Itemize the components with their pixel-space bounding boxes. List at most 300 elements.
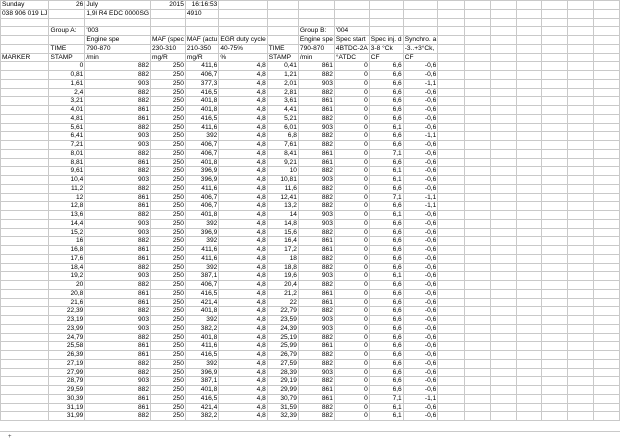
- data-cell[interactable]: -1,1: [403, 394, 438, 403]
- cell[interactable]: [568, 324, 594, 333]
- cell[interactable]: [438, 176, 465, 185]
- cell[interactable]: [464, 149, 490, 158]
- cell[interactable]: [1, 123, 49, 132]
- data-cell[interactable]: 0,81: [49, 71, 85, 80]
- data-cell[interactable]: 0: [334, 386, 369, 395]
- cell[interactable]: [594, 71, 620, 80]
- cell[interactable]: [438, 184, 465, 193]
- cell[interactable]: [1, 106, 49, 115]
- cell[interactable]: [568, 403, 594, 412]
- cell[interactable]: [568, 167, 594, 176]
- cell[interactable]: [568, 219, 594, 228]
- column-header[interactable]: 230-310: [151, 44, 186, 53]
- cell[interactable]: [490, 9, 516, 18]
- data-cell[interactable]: 0: [334, 263, 369, 272]
- data-cell[interactable]: 882: [298, 281, 334, 290]
- cell[interactable]: [516, 307, 542, 316]
- data-cell[interactable]: 6,1: [369, 412, 403, 421]
- data-cell[interactable]: 18,8: [267, 263, 298, 272]
- data-cell[interactable]: 20,4: [267, 281, 298, 290]
- cell[interactable]: [542, 176, 568, 185]
- data-cell[interactable]: 250: [151, 333, 186, 342]
- cell[interactable]: [464, 237, 490, 246]
- data-cell[interactable]: 861: [85, 289, 151, 298]
- data-cell[interactable]: 4,8: [219, 307, 267, 316]
- data-cell[interactable]: 250: [151, 316, 186, 325]
- data-cell[interactable]: 882: [85, 88, 151, 97]
- cell[interactable]: [1, 176, 49, 185]
- data-cell[interactable]: 903: [298, 324, 334, 333]
- data-cell[interactable]: 0: [334, 167, 369, 176]
- data-cell[interactable]: -0,6: [403, 71, 438, 80]
- data-cell[interactable]: 6,1: [369, 176, 403, 185]
- data-cell[interactable]: 10: [267, 167, 298, 176]
- data-cell[interactable]: 21,6: [49, 298, 85, 307]
- data-cell[interactable]: -0,6: [403, 97, 438, 106]
- cell[interactable]: [542, 141, 568, 150]
- cell[interactable]: [490, 237, 516, 246]
- data-cell[interactable]: 903: [298, 368, 334, 377]
- cell[interactable]: [464, 53, 490, 62]
- cell[interactable]: [542, 36, 568, 45]
- cell[interactable]: [438, 193, 465, 202]
- data-cell[interactable]: 4,8: [219, 228, 267, 237]
- data-cell[interactable]: 31,19: [49, 403, 85, 412]
- data-cell[interactable]: 4,8: [219, 272, 267, 281]
- data-cell[interactable]: 861: [85, 193, 151, 202]
- data-cell[interactable]: 250: [151, 368, 186, 377]
- data-cell[interactable]: 401,8: [185, 307, 218, 316]
- data-cell[interactable]: -0,6: [403, 307, 438, 316]
- cell[interactable]: [438, 44, 465, 53]
- data-cell[interactable]: 882: [298, 114, 334, 123]
- cell[interactable]: [516, 237, 542, 246]
- data-cell[interactable]: 882: [85, 368, 151, 377]
- cell[interactable]: [490, 132, 516, 141]
- data-cell[interactable]: 903: [85, 272, 151, 281]
- data-cell[interactable]: 882: [85, 167, 151, 176]
- cell[interactable]: [438, 412, 465, 421]
- data-cell[interactable]: 882: [85, 71, 151, 80]
- cell[interactable]: [542, 351, 568, 360]
- data-cell[interactable]: -1,1: [403, 132, 438, 141]
- cell[interactable]: [438, 307, 465, 316]
- cell[interactable]: [516, 281, 542, 290]
- column-header[interactable]: mg/R: [185, 53, 218, 62]
- cell[interactable]: [464, 44, 490, 53]
- data-cell[interactable]: 0: [334, 158, 369, 167]
- cell[interactable]: [594, 342, 620, 351]
- cell[interactable]: [490, 316, 516, 325]
- data-cell[interactable]: 250: [151, 351, 186, 360]
- cell[interactable]: [542, 377, 568, 386]
- cell[interactable]: [1, 18, 49, 27]
- cell[interactable]: [490, 394, 516, 403]
- cell[interactable]: [464, 167, 490, 176]
- data-cell[interactable]: -0,6: [403, 403, 438, 412]
- cell[interactable]: [438, 106, 465, 115]
- cell[interactable]: [542, 71, 568, 80]
- data-cell[interactable]: -0,6: [403, 62, 438, 71]
- cell[interactable]: [1, 114, 49, 123]
- data-cell[interactable]: 882: [85, 307, 151, 316]
- cell[interactable]: [438, 246, 465, 255]
- data-cell[interactable]: 0: [334, 333, 369, 342]
- data-cell[interactable]: 0: [334, 211, 369, 220]
- data-cell[interactable]: 250: [151, 307, 186, 316]
- data-cell[interactable]: -0,6: [403, 158, 438, 167]
- cell[interactable]: [490, 298, 516, 307]
- cell[interactable]: [490, 88, 516, 97]
- data-cell[interactable]: 6,6: [369, 359, 403, 368]
- cell[interactable]: [403, 27, 438, 36]
- cell[interactable]: [542, 123, 568, 132]
- cell[interactable]: [568, 53, 594, 62]
- group-b-label[interactable]: Group B:: [298, 27, 334, 36]
- data-cell[interactable]: 4,8: [219, 316, 267, 325]
- data-cell[interactable]: 2,4: [49, 88, 85, 97]
- cell[interactable]: [438, 79, 465, 88]
- cell[interactable]: [516, 141, 542, 150]
- cell[interactable]: [1, 333, 49, 342]
- cell[interactable]: [1, 79, 49, 88]
- cell[interactable]: [490, 377, 516, 386]
- cell[interactable]: [568, 263, 594, 272]
- data-cell[interactable]: 22,79: [267, 307, 298, 316]
- data-cell[interactable]: 6,1: [369, 167, 403, 176]
- data-cell[interactable]: 392: [185, 263, 218, 272]
- cell[interactable]: [490, 71, 516, 80]
- cell[interactable]: [490, 289, 516, 298]
- data-cell[interactable]: -0,6: [403, 386, 438, 395]
- data-cell[interactable]: 250: [151, 149, 186, 158]
- cell[interactable]: [594, 97, 620, 106]
- cell[interactable]: [516, 53, 542, 62]
- cell[interactable]: [438, 97, 465, 106]
- cell[interactable]: [594, 1, 620, 10]
- data-cell[interactable]: 4,8: [219, 386, 267, 395]
- cell[interactable]: [568, 36, 594, 45]
- cell[interactable]: [151, 27, 186, 36]
- column-header[interactable]: STAMP: [49, 53, 85, 62]
- cell[interactable]: [594, 351, 620, 360]
- data-cell[interactable]: 9,21: [267, 158, 298, 167]
- data-cell[interactable]: 4,8: [219, 324, 267, 333]
- cell[interactable]: [403, 18, 438, 27]
- data-cell[interactable]: 0: [334, 62, 369, 71]
- cell[interactable]: [464, 298, 490, 307]
- data-cell[interactable]: 0: [334, 79, 369, 88]
- cell[interactable]: [1, 237, 49, 246]
- data-cell[interactable]: 250: [151, 254, 186, 263]
- data-cell[interactable]: 250: [151, 71, 186, 80]
- data-cell[interactable]: 250: [151, 193, 186, 202]
- cell[interactable]: [542, 106, 568, 115]
- cell[interactable]: [490, 114, 516, 123]
- cell[interactable]: [490, 324, 516, 333]
- cell[interactable]: [490, 184, 516, 193]
- data-cell[interactable]: 903: [298, 176, 334, 185]
- data-cell[interactable]: 0: [334, 377, 369, 386]
- data-cell[interactable]: 250: [151, 62, 186, 71]
- cell[interactable]: [1, 62, 49, 71]
- cell[interactable]: [542, 324, 568, 333]
- cell[interactable]: [542, 333, 568, 342]
- data-cell[interactable]: 0: [334, 219, 369, 228]
- data-cell[interactable]: 382,2: [185, 412, 218, 421]
- cell[interactable]: [1, 97, 49, 106]
- data-cell[interactable]: 14,8: [267, 219, 298, 228]
- cell[interactable]: [490, 333, 516, 342]
- data-cell[interactable]: -0,6: [403, 123, 438, 132]
- cell[interactable]: [298, 1, 334, 10]
- cell[interactable]: [568, 394, 594, 403]
- column-header[interactable]: /min: [85, 53, 151, 62]
- cell[interactable]: [1, 351, 49, 360]
- cell[interactable]: [464, 88, 490, 97]
- cell[interactable]: [219, 9, 267, 18]
- cell[interactable]: [464, 342, 490, 351]
- cell[interactable]: [464, 324, 490, 333]
- data-cell[interactable]: 0: [334, 202, 369, 211]
- column-header[interactable]: MAF (spec: [152, 36, 184, 44]
- cell[interactable]: [594, 79, 620, 88]
- data-cell[interactable]: 861: [298, 97, 334, 106]
- column-header[interactable]: STAMP: [267, 53, 298, 62]
- data-cell[interactable]: 416,5: [185, 114, 218, 123]
- cell[interactable]: [568, 149, 594, 158]
- cell[interactable]: [568, 412, 594, 421]
- data-cell[interactable]: 6,6: [369, 88, 403, 97]
- data-cell[interactable]: 882: [298, 184, 334, 193]
- cell[interactable]: [438, 211, 465, 220]
- cell[interactable]: [219, 18, 267, 27]
- cell[interactable]: [568, 141, 594, 150]
- data-cell[interactable]: 416,5: [185, 351, 218, 360]
- cell[interactable]: [438, 368, 465, 377]
- cell[interactable]: [464, 228, 490, 237]
- data-cell[interactable]: 6,6: [369, 62, 403, 71]
- cell[interactable]: [490, 167, 516, 176]
- cell[interactable]: [438, 263, 465, 272]
- data-cell[interactable]: 882: [298, 88, 334, 97]
- data-cell[interactable]: 387,1: [185, 377, 218, 386]
- cell[interactable]: [438, 62, 465, 71]
- cell[interactable]: [542, 132, 568, 141]
- cell[interactable]: [542, 246, 568, 255]
- cell[interactable]: [542, 184, 568, 193]
- cell[interactable]: [438, 403, 465, 412]
- data-cell[interactable]: 882: [298, 228, 334, 237]
- cell[interactable]: [516, 394, 542, 403]
- data-cell[interactable]: 903: [85, 316, 151, 325]
- data-cell[interactable]: 25,99: [267, 342, 298, 351]
- cell[interactable]: [438, 141, 465, 150]
- cell[interactable]: [594, 27, 620, 36]
- cell[interactable]: [438, 219, 465, 228]
- data-cell[interactable]: 4,8: [219, 79, 267, 88]
- data-cell[interactable]: 250: [151, 246, 186, 255]
- data-cell[interactable]: 7,1: [369, 149, 403, 158]
- marker-label[interactable]: MARKER: [1, 53, 49, 62]
- cell[interactable]: [438, 167, 465, 176]
- cell[interactable]: [267, 27, 298, 36]
- data-cell[interactable]: 0: [334, 114, 369, 123]
- cell[interactable]: [490, 193, 516, 202]
- data-cell[interactable]: -0,6: [403, 298, 438, 307]
- cell[interactable]: [490, 53, 516, 62]
- data-cell[interactable]: 882: [85, 359, 151, 368]
- data-cell[interactable]: 6,6: [369, 71, 403, 80]
- data-cell[interactable]: 416,5: [185, 289, 218, 298]
- cell[interactable]: [464, 359, 490, 368]
- cell[interactable]: [1, 272, 49, 281]
- cell[interactable]: [594, 359, 620, 368]
- data-cell[interactable]: 4,81: [49, 114, 85, 123]
- cell[interactable]: [568, 193, 594, 202]
- data-cell[interactable]: 4,8: [219, 158, 267, 167]
- cell[interactable]: [438, 342, 465, 351]
- cell[interactable]: [464, 114, 490, 123]
- data-cell[interactable]: 250: [151, 219, 186, 228]
- cell[interactable]: [369, 9, 403, 18]
- data-cell[interactable]: 4,8: [219, 263, 267, 272]
- column-header[interactable]: TIME: [49, 44, 85, 53]
- data-cell[interactable]: 882: [85, 412, 151, 421]
- data-cell[interactable]: -0,6: [403, 219, 438, 228]
- cell[interactable]: [568, 158, 594, 167]
- column-header[interactable]: [267, 36, 298, 45]
- data-cell[interactable]: 861: [298, 342, 334, 351]
- cell[interactable]: [516, 106, 542, 115]
- cell[interactable]: [1, 298, 49, 307]
- data-cell[interactable]: 0: [334, 403, 369, 412]
- data-cell[interactable]: 6,6: [369, 377, 403, 386]
- cell[interactable]: [568, 123, 594, 132]
- cell[interactable]: [568, 307, 594, 316]
- cell[interactable]: [464, 316, 490, 325]
- cell[interactable]: [516, 263, 542, 272]
- data-cell[interactable]: 29,99: [267, 386, 298, 395]
- data-cell[interactable]: 0: [334, 88, 369, 97]
- cell[interactable]: [594, 333, 620, 342]
- data-cell[interactable]: 6,6: [369, 202, 403, 211]
- column-header[interactable]: Spec start: [334, 36, 369, 45]
- cell[interactable]: [464, 281, 490, 290]
- data-cell[interactable]: 12,41: [267, 193, 298, 202]
- cell[interactable]: [1, 44, 49, 53]
- data-cell[interactable]: -0,6: [403, 176, 438, 185]
- data-cell[interactable]: 0: [334, 132, 369, 141]
- cell[interactable]: [438, 114, 465, 123]
- column-header[interactable]: 790-870: [298, 44, 334, 53]
- data-cell[interactable]: 861: [298, 289, 334, 298]
- cell[interactable]: [542, 44, 568, 53]
- data-cell[interactable]: 250: [151, 342, 186, 351]
- data-cell[interactable]: 0: [49, 62, 85, 71]
- data-cell[interactable]: 27,19: [49, 359, 85, 368]
- cell[interactable]: [464, 394, 490, 403]
- data-cell[interactable]: 6,6: [369, 141, 403, 150]
- cell[interactable]: [594, 53, 620, 62]
- data-cell[interactable]: 250: [151, 114, 186, 123]
- data-cell[interactable]: -0,6: [403, 149, 438, 158]
- cell[interactable]: [516, 123, 542, 132]
- data-cell[interactable]: 4,8: [219, 254, 267, 263]
- data-cell[interactable]: 0: [334, 176, 369, 185]
- data-cell[interactable]: -1,1: [403, 202, 438, 211]
- data-cell[interactable]: 396,9: [185, 228, 218, 237]
- cell[interactable]: [594, 219, 620, 228]
- cell[interactable]: [490, 202, 516, 211]
- data-cell[interactable]: 4,8: [219, 106, 267, 115]
- data-cell[interactable]: -0,6: [403, 114, 438, 123]
- cell[interactable]: [490, 1, 516, 10]
- data-cell[interactable]: 861: [85, 246, 151, 255]
- cell[interactable]: [516, 228, 542, 237]
- data-cell[interactable]: -0,6: [403, 351, 438, 360]
- cell[interactable]: [1, 71, 49, 80]
- data-cell[interactable]: 24,79: [49, 333, 85, 342]
- cell[interactable]: [594, 298, 620, 307]
- data-cell[interactable]: 8,01: [49, 149, 85, 158]
- data-cell[interactable]: 9,61: [49, 167, 85, 176]
- data-cell[interactable]: 4,8: [219, 114, 267, 123]
- data-cell[interactable]: -0,6: [403, 88, 438, 97]
- data-cell[interactable]: 0,41: [267, 62, 298, 71]
- cell[interactable]: [516, 36, 542, 45]
- cell[interactable]: [438, 359, 465, 368]
- cell[interactable]: [1, 342, 49, 351]
- cell[interactable]: [568, 97, 594, 106]
- cell[interactable]: [568, 114, 594, 123]
- data-cell[interactable]: 18: [267, 254, 298, 263]
- data-cell[interactable]: 22: [267, 298, 298, 307]
- cell[interactable]: [594, 263, 620, 272]
- data-cell[interactable]: -0,6: [403, 106, 438, 115]
- cell[interactable]: [438, 228, 465, 237]
- cell[interactable]: [1, 27, 49, 36]
- column-header[interactable]: °ATDC: [334, 53, 369, 62]
- coding-cell[interactable]: 4910: [185, 9, 218, 18]
- data-cell[interactable]: 28,39: [267, 368, 298, 377]
- cell[interactable]: [1, 394, 49, 403]
- cell[interactable]: [438, 71, 465, 80]
- data-cell[interactable]: 882: [298, 412, 334, 421]
- cell[interactable]: [594, 44, 620, 53]
- cell[interactable]: [185, 18, 218, 27]
- cell[interactable]: [1, 184, 49, 193]
- data-cell[interactable]: 396,9: [185, 167, 218, 176]
- data-cell[interactable]: 25,58: [49, 342, 85, 351]
- data-cell[interactable]: 861: [298, 62, 334, 71]
- cell[interactable]: [594, 36, 620, 45]
- cell[interactable]: [542, 62, 568, 71]
- data-cell[interactable]: 4,8: [219, 281, 267, 290]
- cell[interactable]: [542, 211, 568, 220]
- cell[interactable]: [594, 307, 620, 316]
- column-header[interactable]: 210-350: [185, 44, 218, 53]
- data-cell[interactable]: 882: [298, 141, 334, 150]
- cell[interactable]: [438, 386, 465, 395]
- data-cell[interactable]: 861: [85, 202, 151, 211]
- data-cell[interactable]: 387,1: [185, 272, 218, 281]
- data-cell[interactable]: 250: [151, 263, 186, 272]
- cell[interactable]: [594, 184, 620, 193]
- data-cell[interactable]: 0: [334, 316, 369, 325]
- cell[interactable]: [490, 403, 516, 412]
- cell[interactable]: [542, 114, 568, 123]
